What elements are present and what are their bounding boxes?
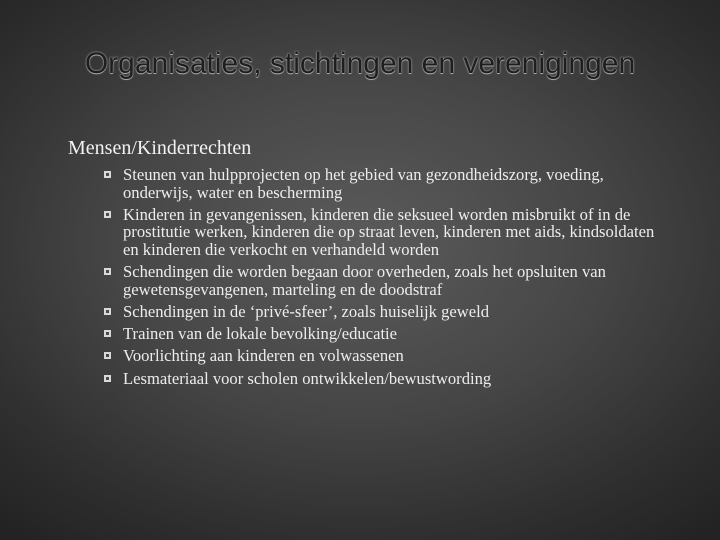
square-bullet-icon [104,330,111,337]
square-bullet-icon [104,352,111,359]
square-bullet-icon [104,268,111,275]
square-bullet-icon [104,375,111,382]
bullet-text: Schendingen in de ‘privé-sfeer’, zoals huiselijk geweld [123,301,490,321]
slide-title: Organisaties, stichtingen en verenigingen [84,47,636,80]
bullet-text: Kinderen in gevangenissen, kinderen die seksueel worden misbruikt of in de prostitutie werken, kinderen die op straat leven, kinderen met aids, kindsoldaten en kinderen die verkocht en verhandeld worden [123,204,655,259]
bullet-text: Voorlichting aan kinderen en volwassenen [123,346,404,366]
bullet-text: Lesmateriaal voor scholen ontwikkelen/bewustwording [123,368,492,388]
bullet-text: Trainen van de lokale bevolking/educatie [123,324,398,344]
square-bullet-icon [104,211,111,218]
bullet-item [104,370,664,388]
bullet-item [104,166,664,201]
bullet-item [104,347,664,365]
section-heading: Mensen/Kinderrechten [68,137,252,159]
bullet-text: Steunen van hulpprojecten op het gebied van gezondheidszorg, voeding, onderwijs, water en bescherming [123,165,604,202]
square-bullet-icon [104,171,111,178]
bullet-item [104,303,664,321]
bullet-text: Schendingen die worden begaan door overheden, zoals het opsluiten van gewetensgevangenen, marteling en de doodstraf [123,262,606,299]
bullet-item [104,206,664,259]
bullet-item [104,325,664,343]
square-bullet-icon [104,308,111,315]
bullet-item [104,263,664,298]
bullet-list [104,166,664,392]
